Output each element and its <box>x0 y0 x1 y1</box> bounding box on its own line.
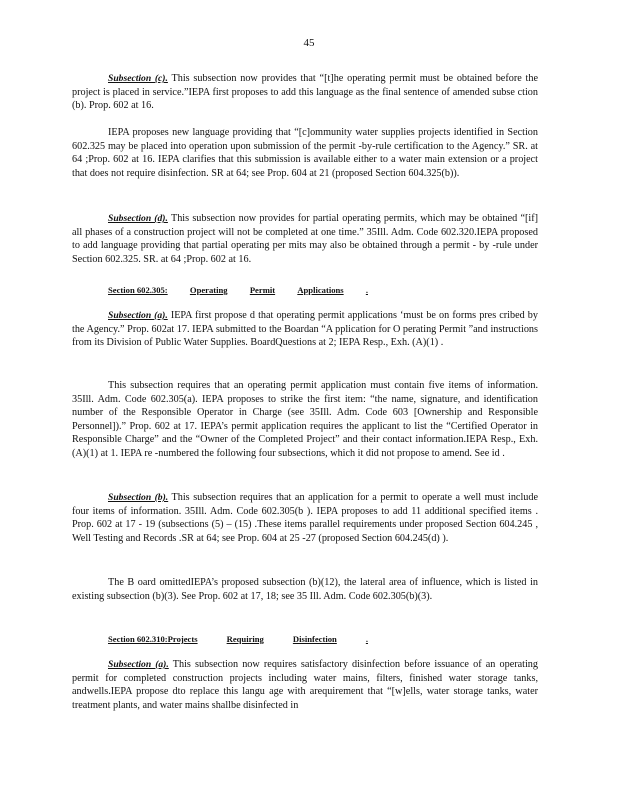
heading-part: Applications <box>297 285 344 295</box>
paragraph-application-items <box>72 379 538 461</box>
heading-part: Requiring <box>226 634 264 644</box>
section-heading-602-310 <box>108 634 368 644</box>
heading-part: Operating <box>189 285 228 295</box>
page-number: 45 <box>303 37 315 49</box>
subsection-label: Subsection (b). <box>108 492 169 503</box>
heading-part: Section 602.310:Projects <box>108 634 198 644</box>
heading-part: . <box>365 634 368 644</box>
paragraph-subsection-c <box>72 72 538 113</box>
paragraph-text: The B oard omittedIEPA’s proposed subsection (b)(12), the lateral area of influence, which is listed in existing subsection (b)(3). See Prop. 602 at 17, 18; see 35 Ill. Adm. Code 602.305(b)(3). <box>72 577 538 602</box>
paragraph-subsection-d <box>72 212 538 266</box>
paragraph-text: IEPA proposes new language providing that “[c]ommunity water supplies projects identified in Section 602.325 may be placed into operation upon submission of the permit -by-rule certification to the Agency.” SR. at 64 ;Prop. 602 at 16. IEPA clarifies that this submission is available either to a water main extension or a project that does not require disinfection. SR at 64; see Prop. 604 at 21 (proposed Section 604.325(b)). <box>72 127 538 179</box>
heading-part: Section 602.305: <box>108 285 168 295</box>
paragraph-subsection-a-disinfection <box>72 658 538 712</box>
paragraph-board-omitted <box>72 576 538 603</box>
paragraph-text: This subsection now provides for partial operating permits, which may be obtained “[if] all phases of a construction project will not be completed at one time.” 35Ill. Adm. Code 602.320.IEPA proposed to add language providing that partial operating per mits may also be obtained through a permit - by -rule under Section 602.325. SR. at 64 ;Prop. 602 at 16. <box>72 213 539 265</box>
subsection-label: Subsection (c). <box>108 73 168 84</box>
subsection-label: Subsection (a). <box>108 659 169 670</box>
paragraph-text: This subsection now requires satisfactory disinfection before issuance of an operating permit for completed construction projects including water mains, filters, finished water storage tanks, andwells.IEPA propose dto replace this langu age with arequirement that “[w]ells, water storage tanks, water treatment plants, and water mains shallbe disinfected in <box>72 659 538 711</box>
paragraph-subsection-a-forms <box>72 309 538 350</box>
paragraph-subsection-b <box>72 491 538 545</box>
section-heading-602-305 <box>108 285 368 295</box>
subsection-label: Subsection (d). <box>108 213 168 224</box>
paragraph-text: This subsection requires that an application for a permit to operate a well must include four items of information. 35Ill. Adm. Code 602.305(b ). IEPA proposes to add 11 additional specified items . Prop. 602 at 17 - 19 (subsections (5) – (15) .These items parallel requirements under proposed Section 604.245 , Well Testing and Records .SR at 64; see Prop. 604 at 25 -27 (proposed Section 604.245(d) ). <box>72 492 538 544</box>
paragraph-text: This subsection requires that an operating permit application must contain five items of information. 35Ill. Adm. Code 602.305(a). IEPA proposes to strike the first item: “the name, signature, and identification number of the Responsible Operator in Charge (see 35Ill. Adm. Code 603 [Ownership and Responsible Personnel]).” Prop. 602 at 17. IEPA’s permit application requires the applicant to list the “Certified Operator in Responsible Charge” and the “Owner of the Completed Project” and their contact information.IEPA Resp., Exh. (A)(1) at 1. IEPA re -numbered the following four subsections, which it did not propose to amend. See id . <box>72 380 538 459</box>
heading-part: Disinfection <box>292 634 337 644</box>
heading-part: Permit <box>249 285 276 295</box>
paragraph-text: IEPA first propose d that operating permit applications ‘must be on forms pres cribed by the Agency.” Prop. 602at 17. IEPA submitted to the Boardan “A pplication for O perating Permit ”and instructions from its Division of Public Water Supplies. BoardQuestions at 2; IEPA Resp., Exh. (A)(1) . <box>72 310 538 349</box>
heading-part: . <box>365 285 368 295</box>
subsection-label: Subsection (a). <box>108 310 168 321</box>
paragraph-community-water <box>72 126 538 180</box>
paragraph-text: This subsection now provides that “[t]he operating permit must be obtained before the project is placed in service.”IEPA first proposes to add this language as the final sentence of amended subse ction (b). Prop. 602 at 16. <box>72 73 538 112</box>
